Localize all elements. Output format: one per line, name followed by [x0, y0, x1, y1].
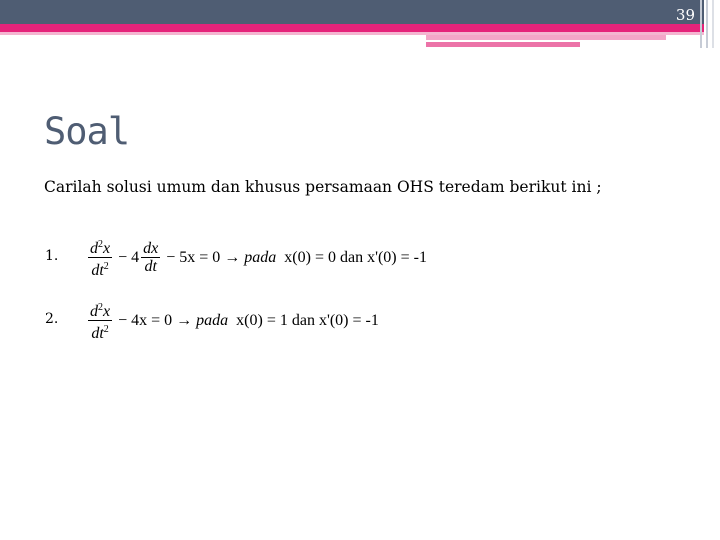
- item-number: 2.: [45, 311, 59, 327]
- header-vertical-line: [712, 0, 714, 48]
- equation-pada: pada: [196, 311, 229, 329]
- header-vertical-line: [700, 0, 702, 48]
- header-accent-band: [0, 24, 704, 32]
- equation-coefficient: − 4: [114, 248, 140, 266]
- header-vertical-line: [706, 0, 708, 48]
- fraction-first-derivative: $\frac{dx}{dt}$: [143, 240, 159, 275]
- equation-2: [86, 299, 379, 342]
- header-band: [0, 0, 704, 24]
- fraction-second-derivative: $\frac{d^2x}{dt^2}$: [88, 236, 112, 279]
- equation-rest: − 4x = 0 →: [114, 311, 197, 329]
- question-text: Carilah solusi umum dan khusus persamaan OHS teredam berikut ini ;: [44, 178, 602, 196]
- initial-conditions: x(0) = 1 dan x'(0) = -1: [228, 311, 379, 329]
- equation-1: [86, 236, 427, 279]
- header-stripe-dark: [426, 42, 580, 47]
- slide-number: 39: [675, 6, 695, 24]
- fraction-second-derivative: $\frac{d^2x}{dt^2}$: [88, 299, 112, 342]
- item-number: 1.: [45, 248, 59, 264]
- equation-pada: pada: [244, 248, 277, 266]
- initial-conditions: x(0) = 0 dan x'(0) = -1: [276, 248, 427, 266]
- slide-title: Soal: [44, 110, 130, 153]
- equation-rest: − 5x = 0 →: [162, 248, 245, 266]
- header-stripe-light: [426, 35, 666, 40]
